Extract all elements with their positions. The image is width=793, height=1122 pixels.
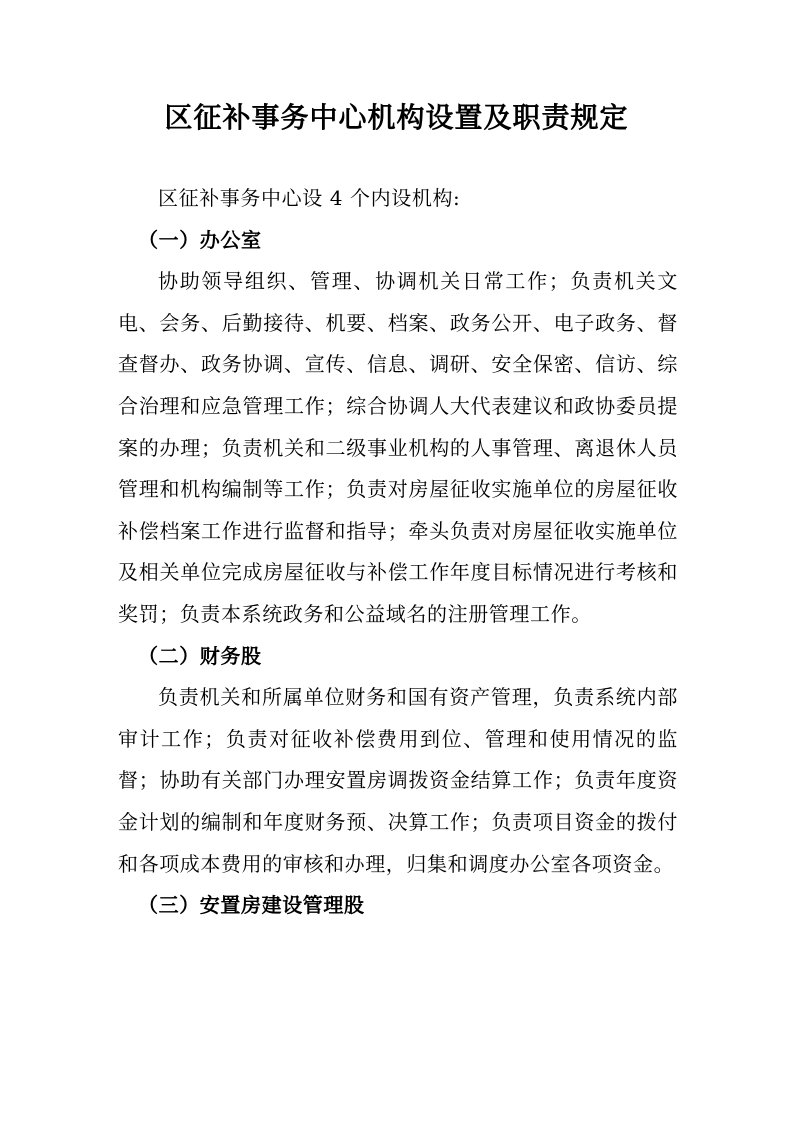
section-heading-finance: （二）财务股 bbox=[138, 643, 262, 668]
section-body-office: 协助领导组织、管理、协调机关日常工作；负责机关文电、会务、后勤接待、机要、档案、政务公开、电子政务、督查督办、政务协调、宣传、信息、调研、安全保密、信访、综合治理和应急管理工作；综合协调人大代表建议和政协委员提案的办理；负责机关和二级事业机构的人事管理、离退休人员管理和机构编制等工作；负责对房屋征收实施单位的房屋征收补偿档案工作进行监督和指导；牵头负责对房屋征收实施单位及相关单位完成房屋征收与补偿工作年度目标情况进行考核和奖罚；负责本系统政务和公益域名的注册管理工作。 bbox=[118, 269, 678, 626]
intro-paragraph: 区征补事务中心设 4 个内设机构: bbox=[158, 186, 461, 210]
section-heading-office: （一）办公室 bbox=[138, 227, 262, 252]
document-body bbox=[118, 178, 678, 927]
document-title: 区征补事务中心机构设置及职责规定 bbox=[164, 101, 629, 134]
section-body-finance: 负责机关和所属单位财务和国有资产管理，负责系统内部审计工作；负责对征收补偿费用到位、管理和使用情况的监督；协助有关部门办理安置房调拨资金结算工作；负责年度资金计划的编制和年度财务预、决算工作；负责项目资金的拨付和各项成本费用的审核和办理，归集和调度办公室各项资金。 bbox=[118, 685, 678, 876]
section-heading-housing: （三）安置房建设管理股 bbox=[138, 893, 365, 918]
